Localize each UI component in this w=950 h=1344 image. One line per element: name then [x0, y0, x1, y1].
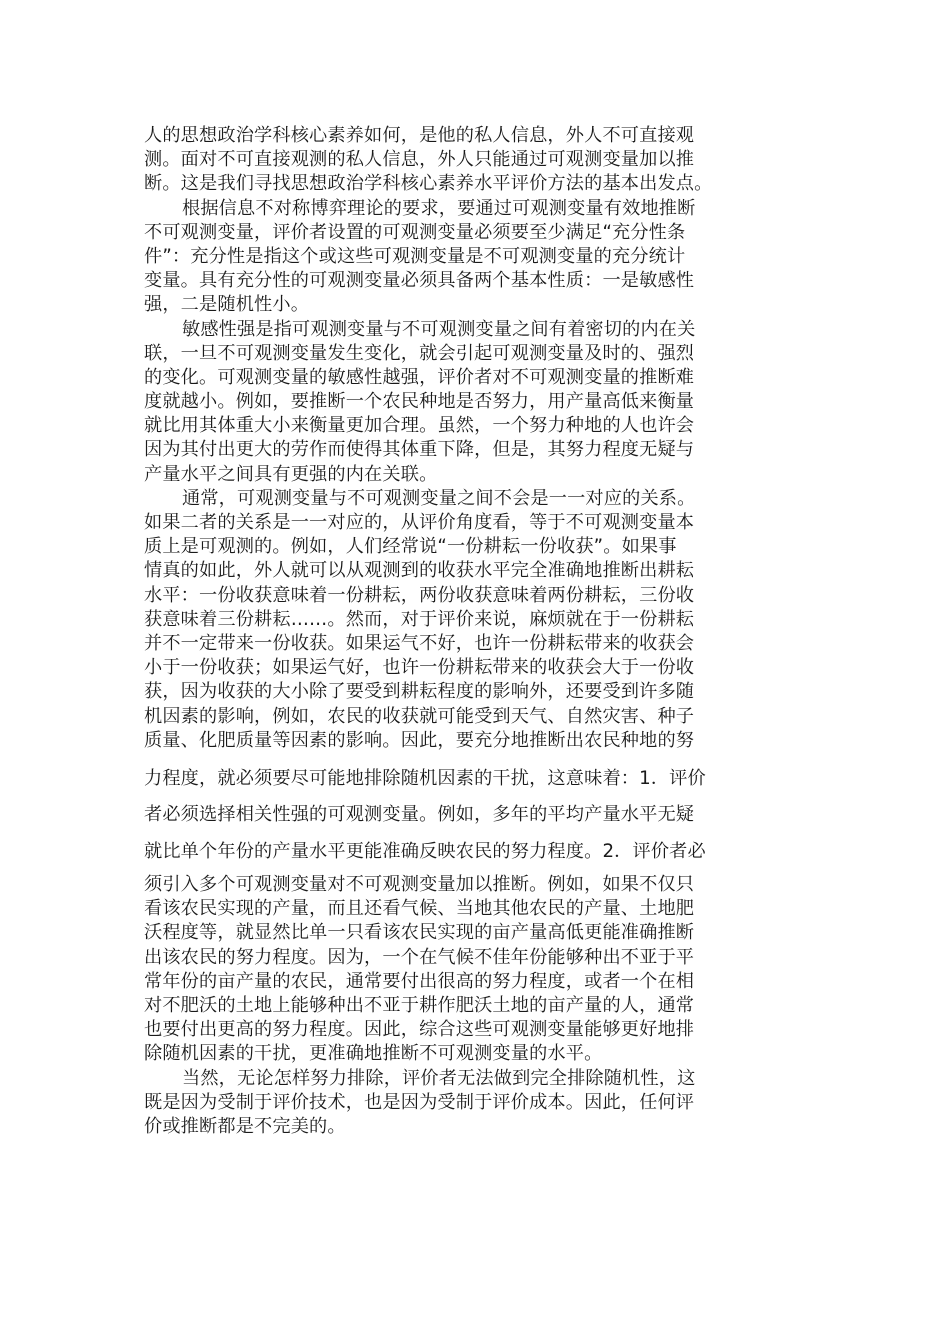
- text-line: 件”：充分性是指这个或这些可观测变量是不可观测变量的充分统计: [144, 245, 686, 267]
- paragraph-4: [144, 487, 808, 1067]
- paragraph-1: [144, 124, 808, 197]
- text-line: 沃程度等，就显然比单一只看该农民实现的亩产量高低更能准确推断: [144, 922, 695, 944]
- text-line: 获意味着三份耕耘……。然而，对于评价来说，麻烦就在于一份耕耘: [144, 608, 695, 630]
- text-line: 当然，无论怎样努力排除，评价者无法做到完全排除随机性，这: [182, 1067, 696, 1089]
- text-line: 水平：一份收获意味着一份耕耘，两份收获意味着两份耕耘，三份收: [144, 584, 695, 606]
- paragraph-3: [144, 318, 808, 487]
- text-line: 敏感性强是指可观测变量与不可观测变量之间有着密切的内在关: [182, 318, 696, 340]
- text-line: 情真的如此，外人就可以从观测到的收获水平完全准确地推断出耕耘: [144, 560, 695, 582]
- text-line: 除随机因素的干扰，更准确地推断不可观测变量的水平。: [144, 1043, 603, 1065]
- text-line: 出该农民的努力程度。因为，一个在气候不佳年份能够种出不亚于平: [144, 946, 695, 968]
- text-line: 须引入多个可观测变量对不可观测变量加以推断。例如，如果不仅只: [144, 874, 695, 896]
- text-line: 小于一份收获；如果运气好，也许一份耕耘带来的收获会大于一份收: [144, 657, 695, 679]
- text-line: 者必须选择相关性强的可观测变量。例如，多年的平均产量水平无疑: [144, 804, 695, 826]
- text-line: 也要付出更高的努力程度。因此，综合这些可观测变量能够更好地排: [144, 1019, 695, 1041]
- paragraph-2: [144, 197, 808, 318]
- text-line: 的变化。可观测变量的敏感性越强，评价者对不可观测变量的推断难: [144, 366, 695, 388]
- text-line: 联，一旦不可观测变量发生变化，就会引起可观测变量及时的、强烈: [144, 342, 695, 364]
- text-line: 变量。具有充分性的可观测变量必须具备两个基本性质：一是敏感性: [144, 270, 695, 292]
- text-line: 产量水平之间具有更强的内在关联。: [144, 463, 438, 485]
- text-line: 通常，可观测变量与不可观测变量之间不会是一一对应的关系。: [182, 487, 696, 509]
- text-line: 既是因为受制于评价技术，也是因为受制于评价成本。因此，任何评: [144, 1091, 695, 1113]
- text-line: 质上是可观测的。例如，人们经常说“一份耕耘一份收获”。如果事: [144, 536, 677, 558]
- text-line: 断。这是我们寻找思想政治学科核心素养水平评价方法的基本出发点。: [144, 173, 713, 195]
- text-line: 就比单个年份的产量水平更能准确反映农民的努力程度。2．评价者必: [144, 841, 706, 863]
- text-line: 强，二是随机性小。: [144, 294, 310, 316]
- text-line: 看该农民实现的产量，而且还看气候、当地其他农民的产量、土地肥: [144, 898, 695, 920]
- text-line: 机因素的影响，例如，农民的收获就可能受到天气、自然灾害、种子: [144, 705, 695, 727]
- text-line: 并不一定带来一份收获。如果运气不好，也许一份耕耘带来的收获会: [144, 632, 695, 654]
- text-line: 质量、化肥质量等因素的影响。因此，要充分地推断出农民种地的努: [144, 729, 695, 751]
- paragraph-5: [144, 1067, 808, 1140]
- text-line: 如果二者的关系是一一对应的，从评价角度看，等于不可观测变量本: [144, 512, 695, 533]
- text-line: 价或推断都是不完美的。: [144, 1115, 346, 1137]
- text-line: 测。面对不可直接观测的私人信息，外人只能通过可观测变量加以推: [144, 149, 695, 171]
- text-line: 常年份的亩产量的农民，通常要付出很高的努力程度，或者一个在相: [144, 970, 695, 992]
- text-line: 获，因为收获的大小除了要受到耕耘程度的影响外，还要受到许多随: [144, 681, 695, 703]
- document-body: [144, 124, 808, 1139]
- text-line: 就比用其体重大小来衡量更加合理。虽然，一个努力种地的人也许会: [144, 415, 695, 437]
- text-line: 对不肥沃的土地上能够种出不亚于耕作肥沃土地的亩产量的人，通常: [144, 995, 695, 1017]
- text-line: 因为其付出更大的劳作而使得其体重下降，但是，其努力程度无疑与: [144, 439, 695, 461]
- text-line: 人的思想政治学科核心素养如何，是他的私人信息，外人不可直接观: [144, 125, 695, 146]
- text-line: 根据信息不对称博弈理论的要求，要通过可观测变量有效地推断: [182, 197, 696, 219]
- text-line: 力程度，就必须要尽可能地排除随机因素的干扰，这意味着：1．评价: [144, 767, 706, 789]
- text-line: 不可观测变量，评价者设置的可观测变量必须要至少满足“充分性条: [144, 221, 686, 243]
- text-line: 度就越小。例如，要推断一个农民种地是否努力，用产量高低来衡量: [144, 391, 695, 413]
